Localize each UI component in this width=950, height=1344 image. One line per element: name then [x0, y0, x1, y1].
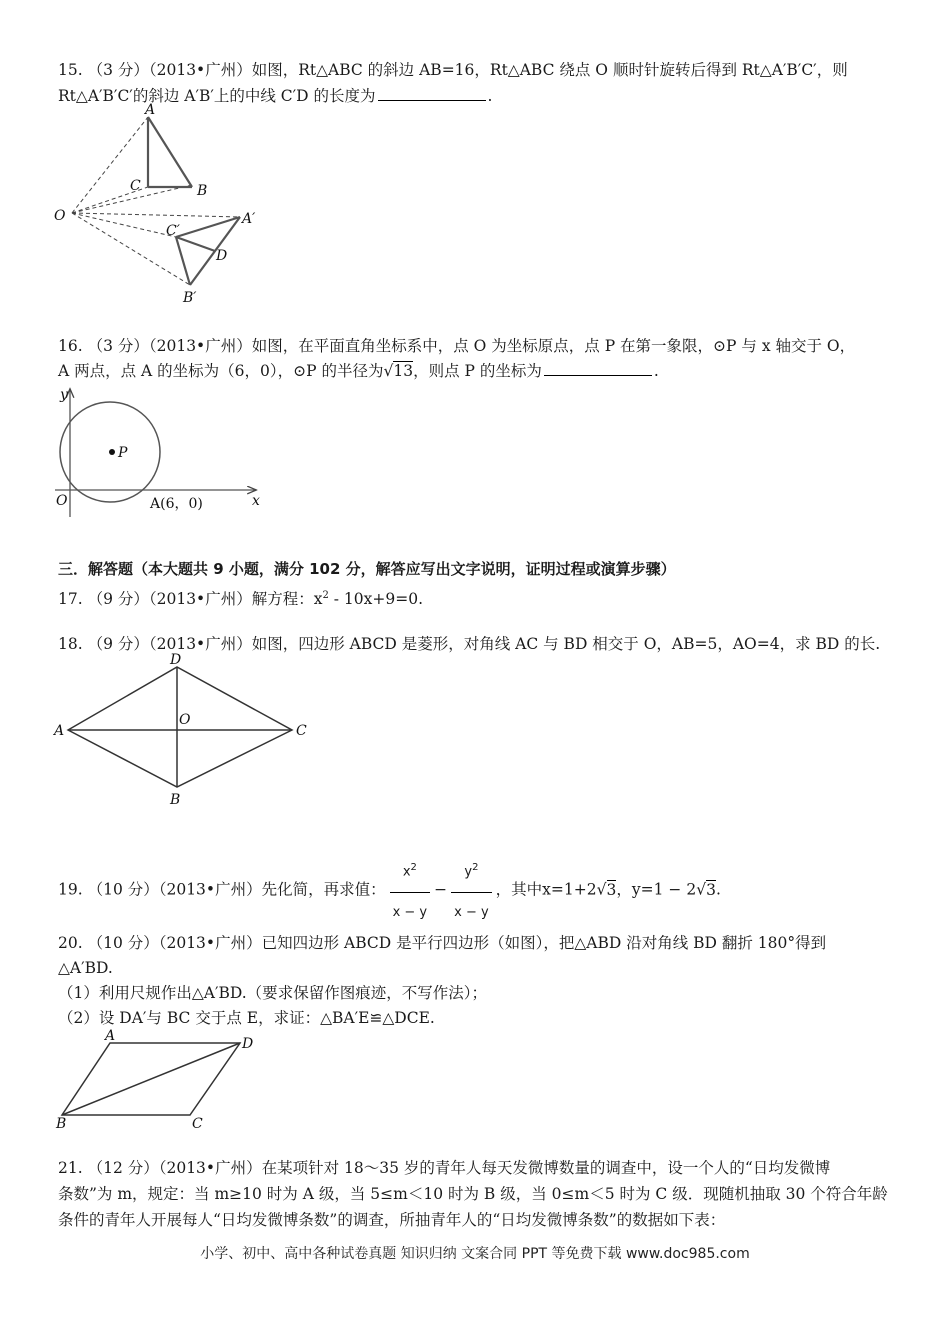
q21-line1: 21. （12 分）（2013•广州）在某项针对 18～35 岁的青年人每天发微博数量的调查中，设一个人的“日均发微博 [58, 1159, 831, 1177]
sqrt-symbol: √ [596, 880, 607, 899]
q15-line2-text: Rt△A′B′C′的斜边 A′B′上的中线 C′D 的长度为 [58, 87, 376, 105]
label-A-prime: A′ [242, 211, 256, 227]
q16-line2-a: A 两点，点 A 的坐标为（6，0），⊙P 的半径为 [58, 362, 384, 380]
label-y: y [60, 387, 68, 403]
q17-exponent: 2 [322, 590, 329, 601]
q19-text-a: 19. （10 分）（2013•广州）先化简，再求值： [58, 880, 386, 899]
label-C: C [130, 178, 141, 194]
label-B: B [170, 792, 181, 808]
label-A: A [54, 723, 65, 739]
q21-line2: 条数”为 m，规定：当 m≥10 时为 A 级，当 5≤m＜10 时为 B 级，当 0≤m＜5 时为 C 级．现随机抽取 30 个符合年龄 [58, 1185, 888, 1203]
label-x: x [252, 493, 260, 509]
label-B: B [197, 183, 208, 199]
q17-text-b: - 10x+9=0. [328, 590, 424, 609]
minus-sign: − [434, 880, 448, 899]
label-D: D [216, 248, 228, 264]
q16-figure [50, 385, 270, 520]
q16-line1: 16. （3 分）（2013•广州）如图，在平面直角坐标系中，点 O 为坐标原点，点 P 在第一象限，⊙P 与 x 轴交于 O， [58, 337, 856, 355]
label-C: C [192, 1116, 203, 1132]
q16-period: . [653, 362, 659, 380]
frac1-num: x [402, 864, 411, 880]
label-A: A [145, 102, 156, 118]
label-D: D [242, 1036, 254, 1052]
answer-blank [544, 361, 652, 376]
fraction-1-numerator [390, 848, 431, 893]
label-B: B [56, 1116, 67, 1132]
fraction-2-denominator: x − y [454, 905, 489, 921]
sqrt-symbol: √ [696, 880, 707, 899]
frac2-exp: 2 [472, 862, 479, 873]
q15-figure [50, 102, 280, 306]
q19-text-c: ，y=1 − 2 [616, 880, 697, 899]
q19 [58, 848, 721, 933]
frac2-num: y [464, 864, 473, 880]
fraction-2-numerator [451, 848, 492, 893]
label-A: A [105, 1028, 116, 1044]
q18-figure [50, 652, 320, 812]
q21-line3: 条件的青年人开展每人“日均发微博条数”的调查，所抽青年人的“日均发微博条数”的数据如下表： [58, 1211, 726, 1229]
q20-line1: 20. （10 分）（2013•广州）已知四边形 ABCD 是平行四边形（如图），把△ABD 沿对角线 BD 翻折 180°得到 [58, 934, 827, 952]
label-O: O [54, 208, 66, 224]
q15-period: . [487, 87, 493, 105]
section-heading: 三．解答题（本大题共 9 小题，满分 102 分，解答应写出文字说明，证明过程或演算步骤） [58, 560, 676, 578]
q20-figure [50, 1030, 270, 1130]
label-O: O [56, 493, 68, 509]
radius-value: 13 [393, 362, 414, 380]
page-footer: 小学、初中、高中各种试卷真题 知识归纳 文案合同 PPT 等免费下载 www.doc985.com [200, 1246, 750, 1262]
label-C-prime: C′ [166, 223, 180, 239]
frac1-exp: 2 [410, 862, 417, 873]
fraction-2 [451, 848, 492, 933]
q19-text-b: ，其中x=1+2 [495, 880, 597, 899]
label-C: C [296, 723, 307, 739]
q15-line1: 15. （3 分）（2013•广州）如图，Rt△ABC 的斜边 AB=16，Rt△ABC 绕点 O 顺时针旋转后得到 Rt△A′B′C′，则 [58, 61, 848, 79]
label-A: A(6，0) [150, 496, 203, 512]
label-P: P [118, 445, 128, 461]
q20-line4: （2）设 DA′与 BC 交于点 E，求证：△BA′E≌△DCE. [58, 1009, 435, 1027]
fraction-1-denominator: x − y [392, 905, 428, 921]
q19-period: . [715, 880, 721, 899]
q16-line2-b: ，则点 P 的坐标为 [413, 362, 542, 380]
label-B-prime: B′ [183, 290, 197, 306]
sqrt-symbol: √ [383, 362, 394, 380]
sqrt-1: 3 [606, 880, 617, 899]
q17-text-a: 17. （9 分）（2013•广州）解方程：x [58, 590, 323, 609]
q20-line2: △A′BD. [58, 959, 113, 977]
fraction-1 [390, 848, 431, 933]
sqrt-2: 3 [706, 880, 716, 899]
q20-line3: （1）利用尺规作出△A′BD.（要求保留作图痕迹，不写作法）； [58, 984, 487, 1002]
answer-blank [378, 86, 486, 101]
q18-text: 18. （9 分）（2013•广州）如图，四边形 ABCD 是菱形，对角线 AC 与 BD 相交于 O，AB=5，AO=4，求 BD 的长. [58, 635, 881, 653]
label-O: O [179, 712, 191, 728]
q17 [58, 586, 423, 609]
q16-line2 [58, 361, 659, 381]
label-D: D [170, 652, 182, 668]
q15-line2 [58, 86, 492, 106]
